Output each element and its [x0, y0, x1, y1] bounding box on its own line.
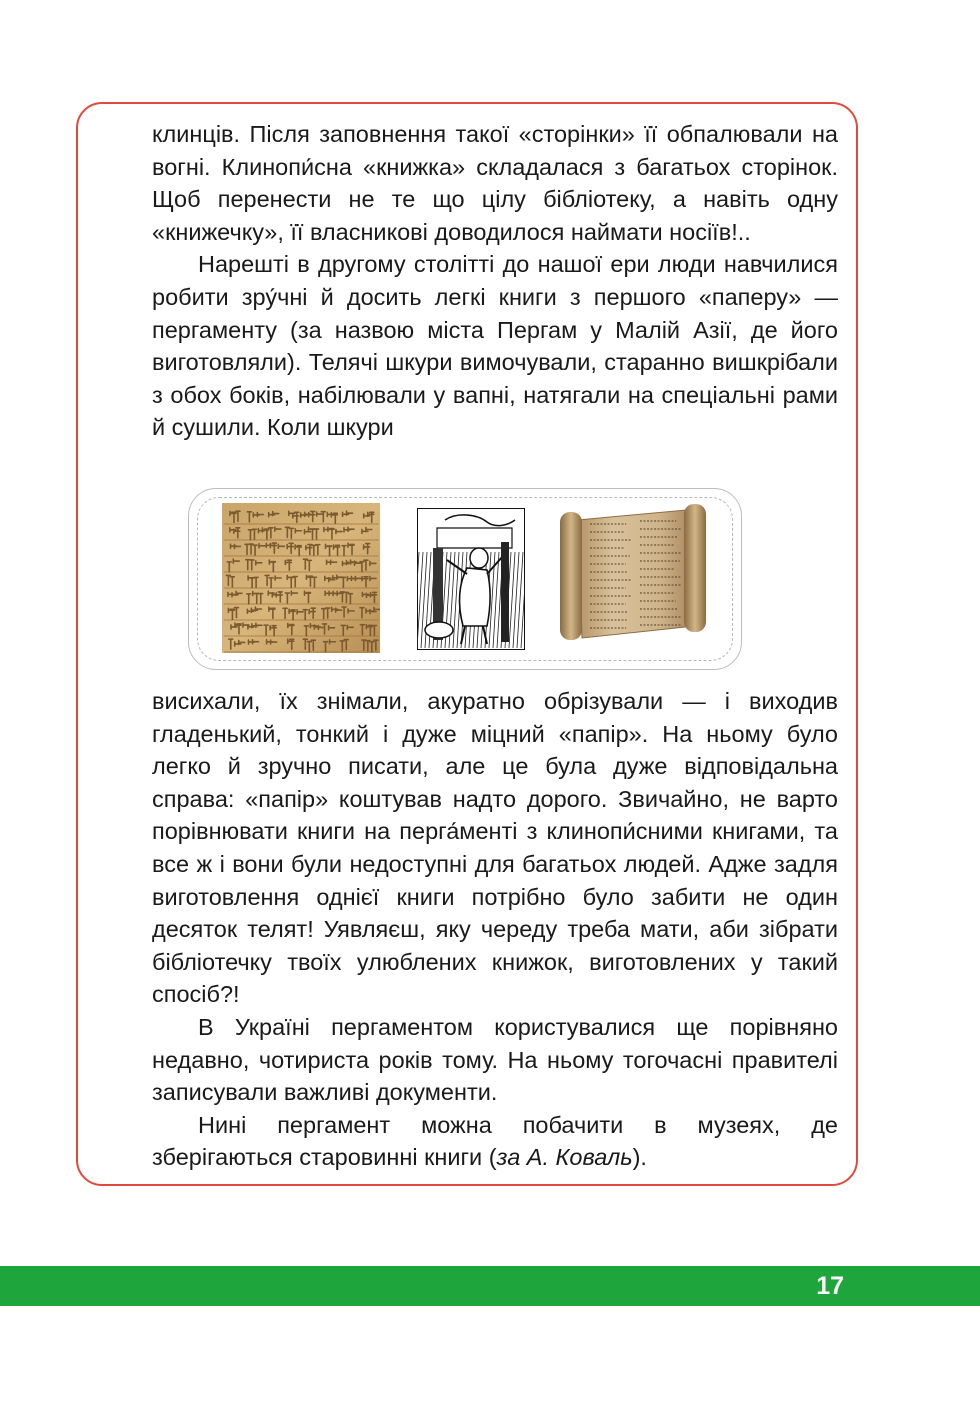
- page-number: 17: [816, 1272, 844, 1300]
- paragraph-last: [152, 1109, 838, 1174]
- source-citation: за А. Коваль: [496, 1144, 633, 1171]
- paragraph-text: Нині пергамент можна побачити в музеях, де зберігаються старовинні книги (: [152, 1111, 838, 1171]
- paragraph: В Україні пергаментом користувалися ще порівняно недавно, чотириста років тому. На ньому тогочасні правителі записували важливі документи.: [152, 1013, 838, 1106]
- citation-closing: ).: [632, 1144, 647, 1171]
- cuneiform-tablet-image: [222, 503, 380, 653]
- paragraph: висихали, їх знімали, акуратно обрізували — і виходив гладенький, тонкий і дуже міцний «папір». На ньому було легко й зручно писати, але це була дуже відповідальна справа: «папір» коштував надто дорого. Звичайно, не варто порівнювати книги на перга́менті з клинопи́сними книгами, та все ж і вони були недоступні для багатьох людей. Адже задля виготовлення однієї книги потрібно було забити не один десяток телят! Уявляєш, яку череду треба мати, аби зібрати бібліотечку твоїх улюблених книжок, виготовлених у такий спосіб?!: [152, 688, 838, 1008]
- parchment-maker-engraving-image: [417, 508, 525, 650]
- paragraph: клинців. Після заповнення такої «сторінки» її обпалювали на вогні. Клинопи́сна «книжка» складалася з багатьох сторінок. Щоб перенести не те що цілу бібліотеку, а навіть одну «книжечку», її власникові доводилося наймати носіїв!..: [152, 121, 838, 245]
- text-block-top: [152, 118, 838, 444]
- parchment-scroll-image: [556, 500, 712, 644]
- paragraph: Нарешті в другому столітті до нашої ери люди навчилися робити зру́чні й досить легкі книги з першого «паперу» — пергаменту (за назвою міста Пергам у Малій Азії, де його виготовляли). Телячі шкури вимочували, старанно вишкрібали з обох боків, набілювали у вапні, натягали на спеціальні рами й сушили. Коли шкури: [152, 251, 838, 441]
- text-block-bottom: [152, 685, 838, 1174]
- footer-bar: [0, 1266, 980, 1306]
